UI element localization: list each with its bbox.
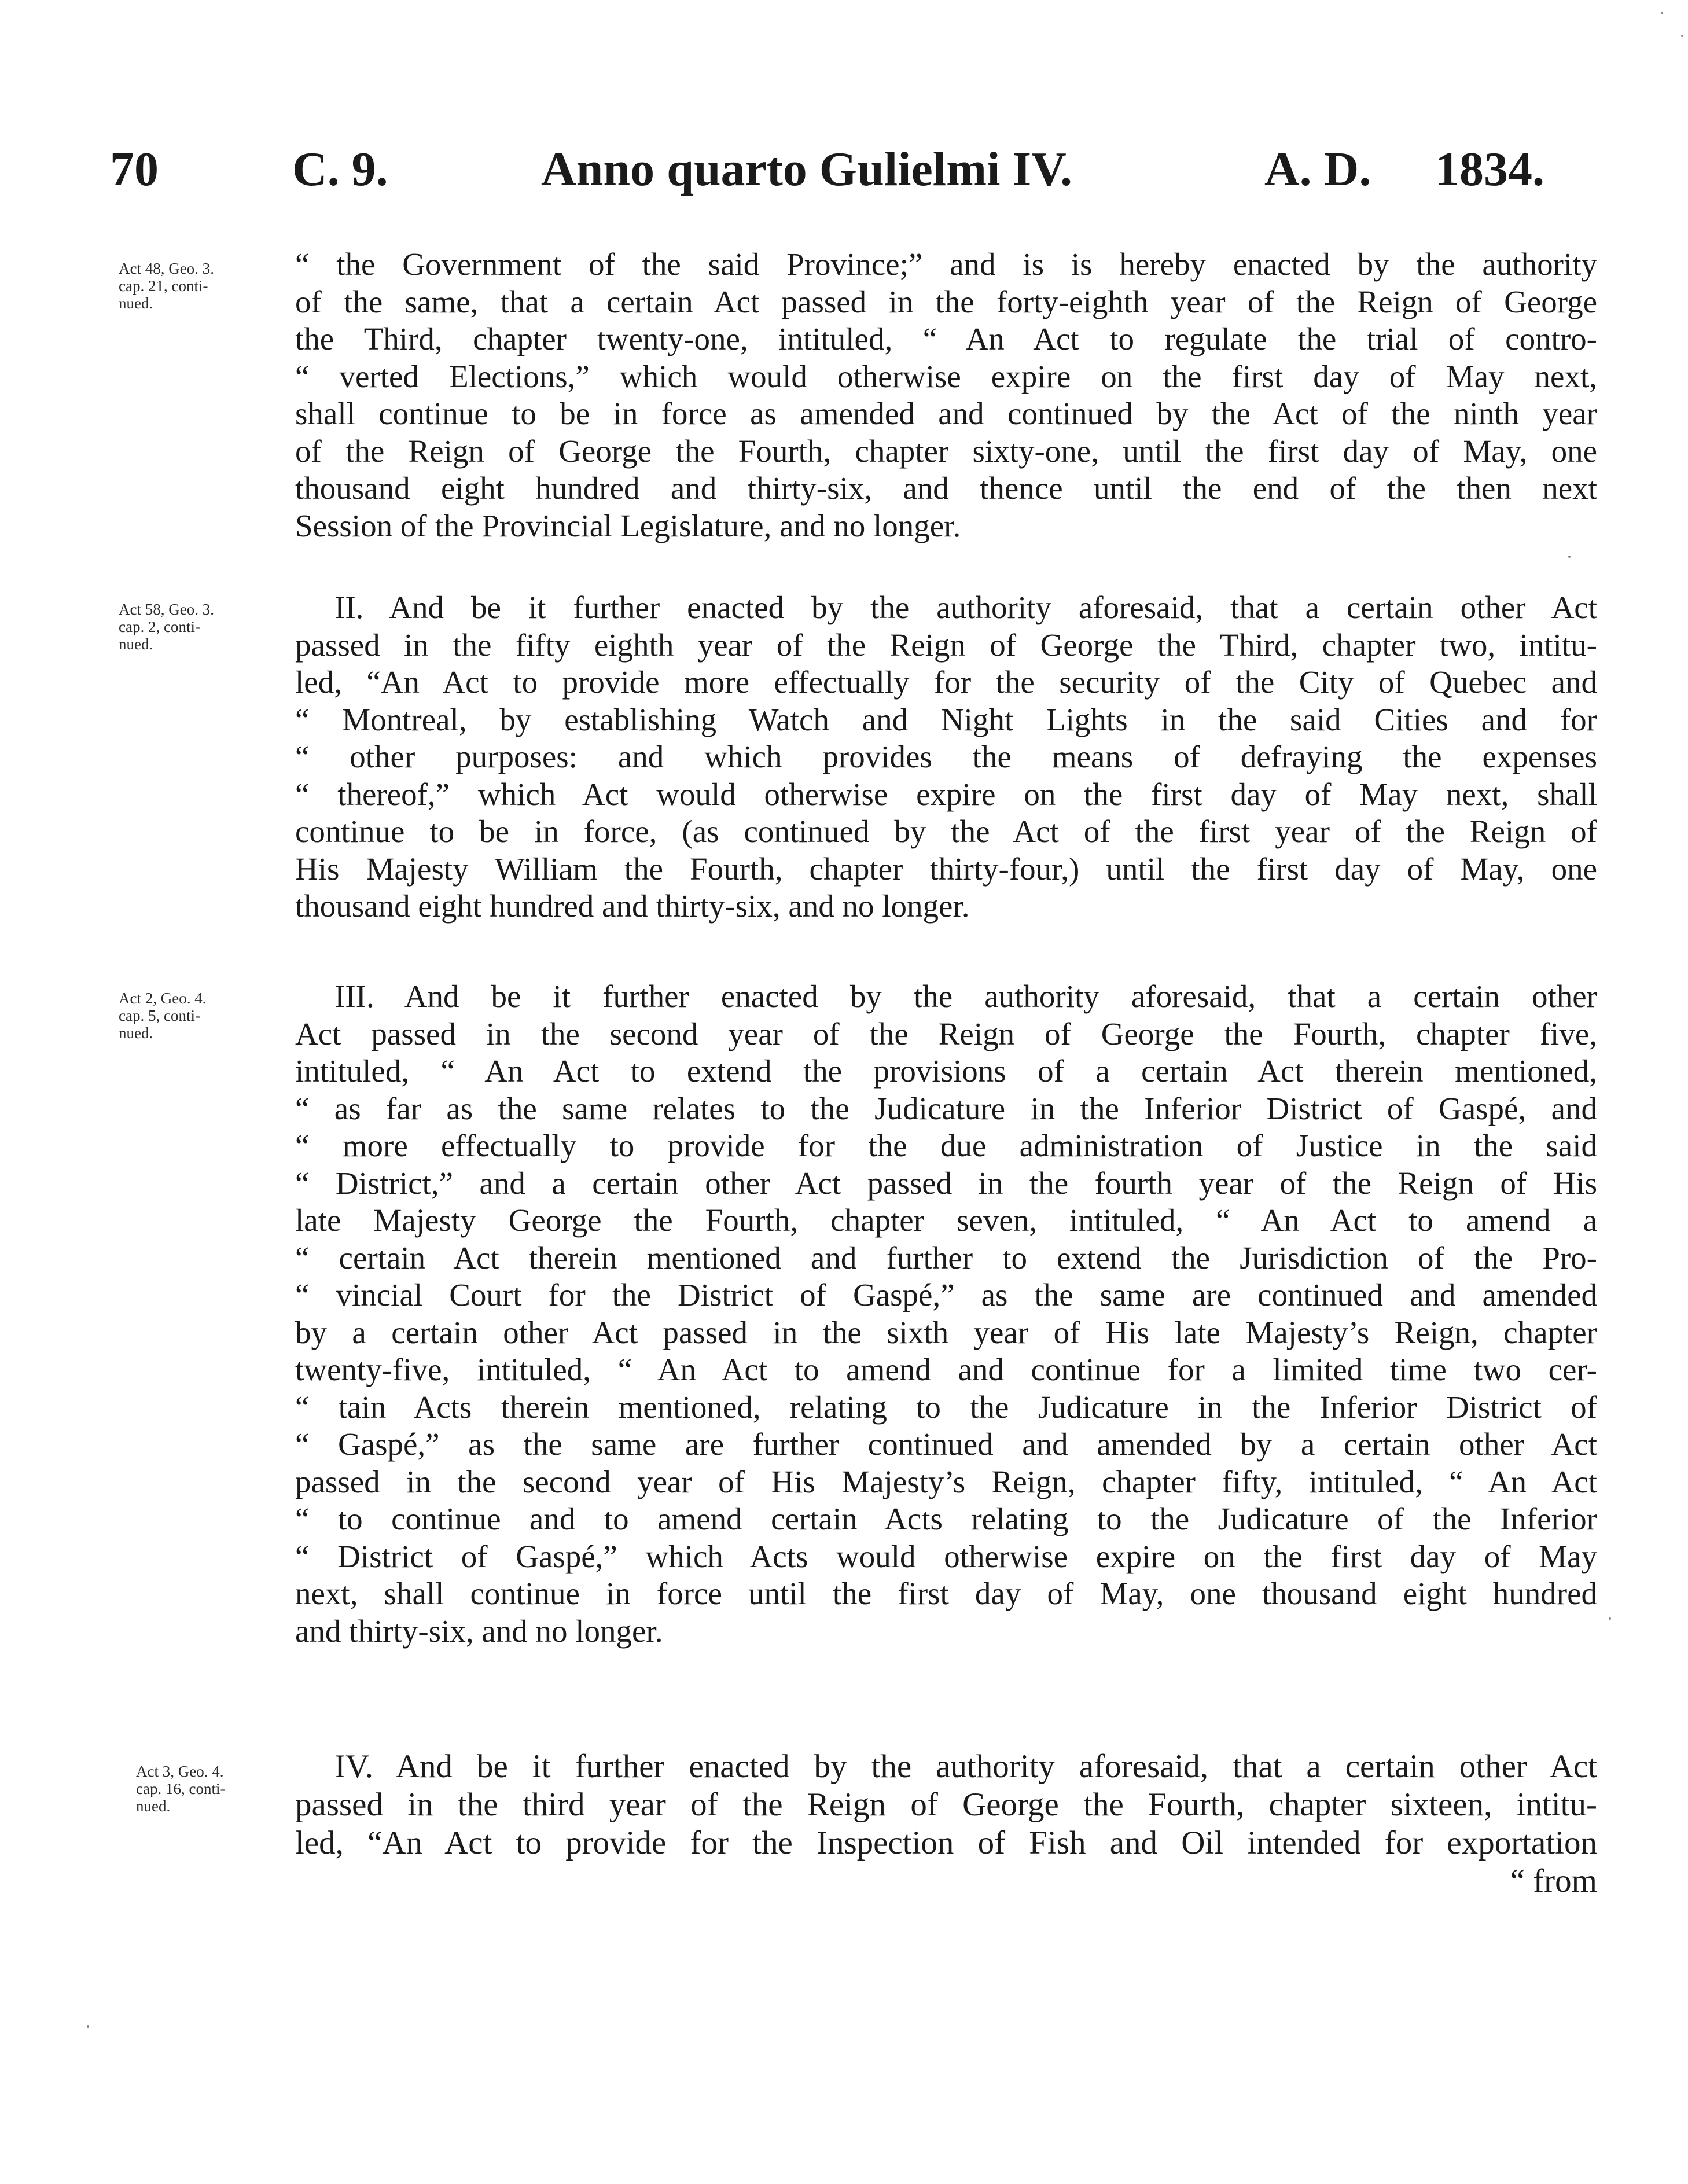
- running-header: [110, 138, 1603, 201]
- text-line: III. And be it further enacted by the authority aforesaid, that a certain other: [334, 979, 1597, 1014]
- text-line: the Third, chapter twenty-one, intituled, “ An Act to regulate the trial of contro-: [295, 321, 1597, 356]
- text-line: Act passed in the second year of the Reign of George the Fourth, chapter five,: [295, 1016, 1597, 1051]
- scan-speck: [1681, 35, 1683, 37]
- text-line: His Majesty William the Fourth, chapter thirty-four,) until the first day of May, one: [295, 851, 1597, 887]
- text-line: of the same, that a certain Act passed in the forty-eighth year of the Reign of George: [295, 284, 1597, 319]
- text-line: passed in the third year of the Reign of George the Fourth, chapter sixteen, intitu-: [295, 1786, 1597, 1823]
- text-line: Session of the Provincial Legislature, and no longer.: [295, 508, 961, 543]
- text-line: twenty-five, intituled, “ An Act to amend and continue for a limited time two cer-: [295, 1352, 1597, 1387]
- text-line: “ verted Elections,” which would otherwise expire on the first day of May next,: [295, 358, 1597, 394]
- section-body: [295, 1748, 1597, 1900]
- text-line: “ Gaspé,” as the same are further continued and amended by a certain other Act: [295, 1426, 1597, 1462]
- catchword: “ from: [1510, 1863, 1597, 1899]
- margin-note: Act 2, Geo. 4. cap. 5, conti- nued.: [119, 990, 207, 1042]
- regnal-title: Anno quarto Gulielmi IV.: [541, 142, 1072, 196]
- chapter-number: C. 9.: [292, 142, 388, 196]
- section-body: [295, 246, 1597, 545]
- margin-note: Act 58, Geo. 3. cap. 2, conti- nued.: [119, 601, 214, 653]
- text-line: continue to be in force, (as continued by the Act of the first year of the Reign of: [295, 814, 1597, 849]
- text-line: shall continue to be in force as amended and continued by the Act of the ninth year: [295, 396, 1597, 431]
- text-line: II. And be it further enacted by the authority aforesaid, that a certain other Act: [334, 590, 1597, 625]
- text-line: IV. And be it further enacted by the authority aforesaid, that a certain other Act: [334, 1748, 1597, 1785]
- scan-speck: [1568, 556, 1571, 558]
- scan-speck: [1661, 12, 1663, 14]
- text-line: late Majesty George the Fourth, chapter seven, intituled, “ An Act to amend a: [295, 1203, 1597, 1238]
- scan-speck: [1609, 1617, 1611, 1620]
- text-line: “ tain Acts therein mentioned, relating to the Judicature in the Inferior District of: [295, 1389, 1597, 1425]
- text-line: thousand eight hundred and thirty-six, and no longer.: [295, 888, 970, 924]
- text-line: “ Montreal, by establishing Watch and Night Lights in the said Cities and for: [295, 701, 1597, 737]
- text-line: “ to continue and to amend certain Acts relating to the Judicature of the Inferior: [295, 1501, 1597, 1536]
- text-line: of the Reign of George the Fourth, chapter sixty-one, until the first day of May, one: [295, 433, 1597, 469]
- year: 1834.: [1435, 142, 1544, 196]
- text-line: “ other purposes: and which provides the means of defraying the expenses: [295, 739, 1597, 774]
- margin-note: Act 3, Geo. 4. cap. 16, conti- nued.: [136, 1763, 226, 1815]
- text-line: by a certain other Act passed in the sixth year of His late Majesty’s Reign, chapter: [295, 1314, 1597, 1350]
- text-line: “ as far as the same relates to the Judicature in the Inferior District of Gaspé, and: [295, 1090, 1597, 1126]
- text-line: led, “An Act to provide for the Inspection of Fish and Oil intended for exportation: [295, 1825, 1597, 1861]
- text-line: thousand eight hundred and thirty-six, and thence until the end of the then next: [295, 470, 1597, 506]
- era-label: A. D.: [1264, 142, 1371, 196]
- text-line: “ more effectually to provide for the due administration of Justice in the said: [295, 1128, 1597, 1163]
- text-line: “ District of Gaspé,” which Acts would otherwise expire on the first day of May: [295, 1538, 1597, 1574]
- scan-speck: [87, 2025, 89, 2028]
- margin-note: Act 48, Geo. 3. cap. 21, conti- nued.: [119, 260, 214, 312]
- text-line: passed in the fifty eighth year of the Reign of George the Third, chapter two, intitu-: [295, 627, 1597, 663]
- page-number: 70: [110, 142, 159, 196]
- text-line: and thirty-six, and no longer.: [295, 1613, 663, 1649]
- text-line: led, “An Act to provide more effectually for the security of the City of Quebec and: [295, 664, 1597, 700]
- text-line: “ vincial Court for the District of Gaspé,” as the same are continued and amended: [295, 1277, 1597, 1312]
- text-line: “ thereof,” which Act would otherwise expire on the first day of May next, shall: [295, 776, 1597, 812]
- text-line: “ District,” and a certain other Act passed in the fourth year of the Reign of His: [295, 1165, 1597, 1201]
- text-line: passed in the second year of His Majesty’s Reign, chapter fifty, intituled, “ An Act: [295, 1464, 1597, 1499]
- text-line: intituled, “ An Act to extend the provisions of a certain Act therein mentioned,: [295, 1053, 1597, 1089]
- section-body: [295, 978, 1597, 1650]
- text-line: next, shall continue in force until the first day of May, one thousand eight hundred: [295, 1576, 1597, 1611]
- text-line: “ the Government of the said Province;” and is is hereby enacted by the authority: [295, 247, 1597, 282]
- section-body: [295, 589, 1597, 925]
- text-line: “ certain Act therein mentioned and further to extend the Jurisdiction of the Pro-: [295, 1240, 1597, 1275]
